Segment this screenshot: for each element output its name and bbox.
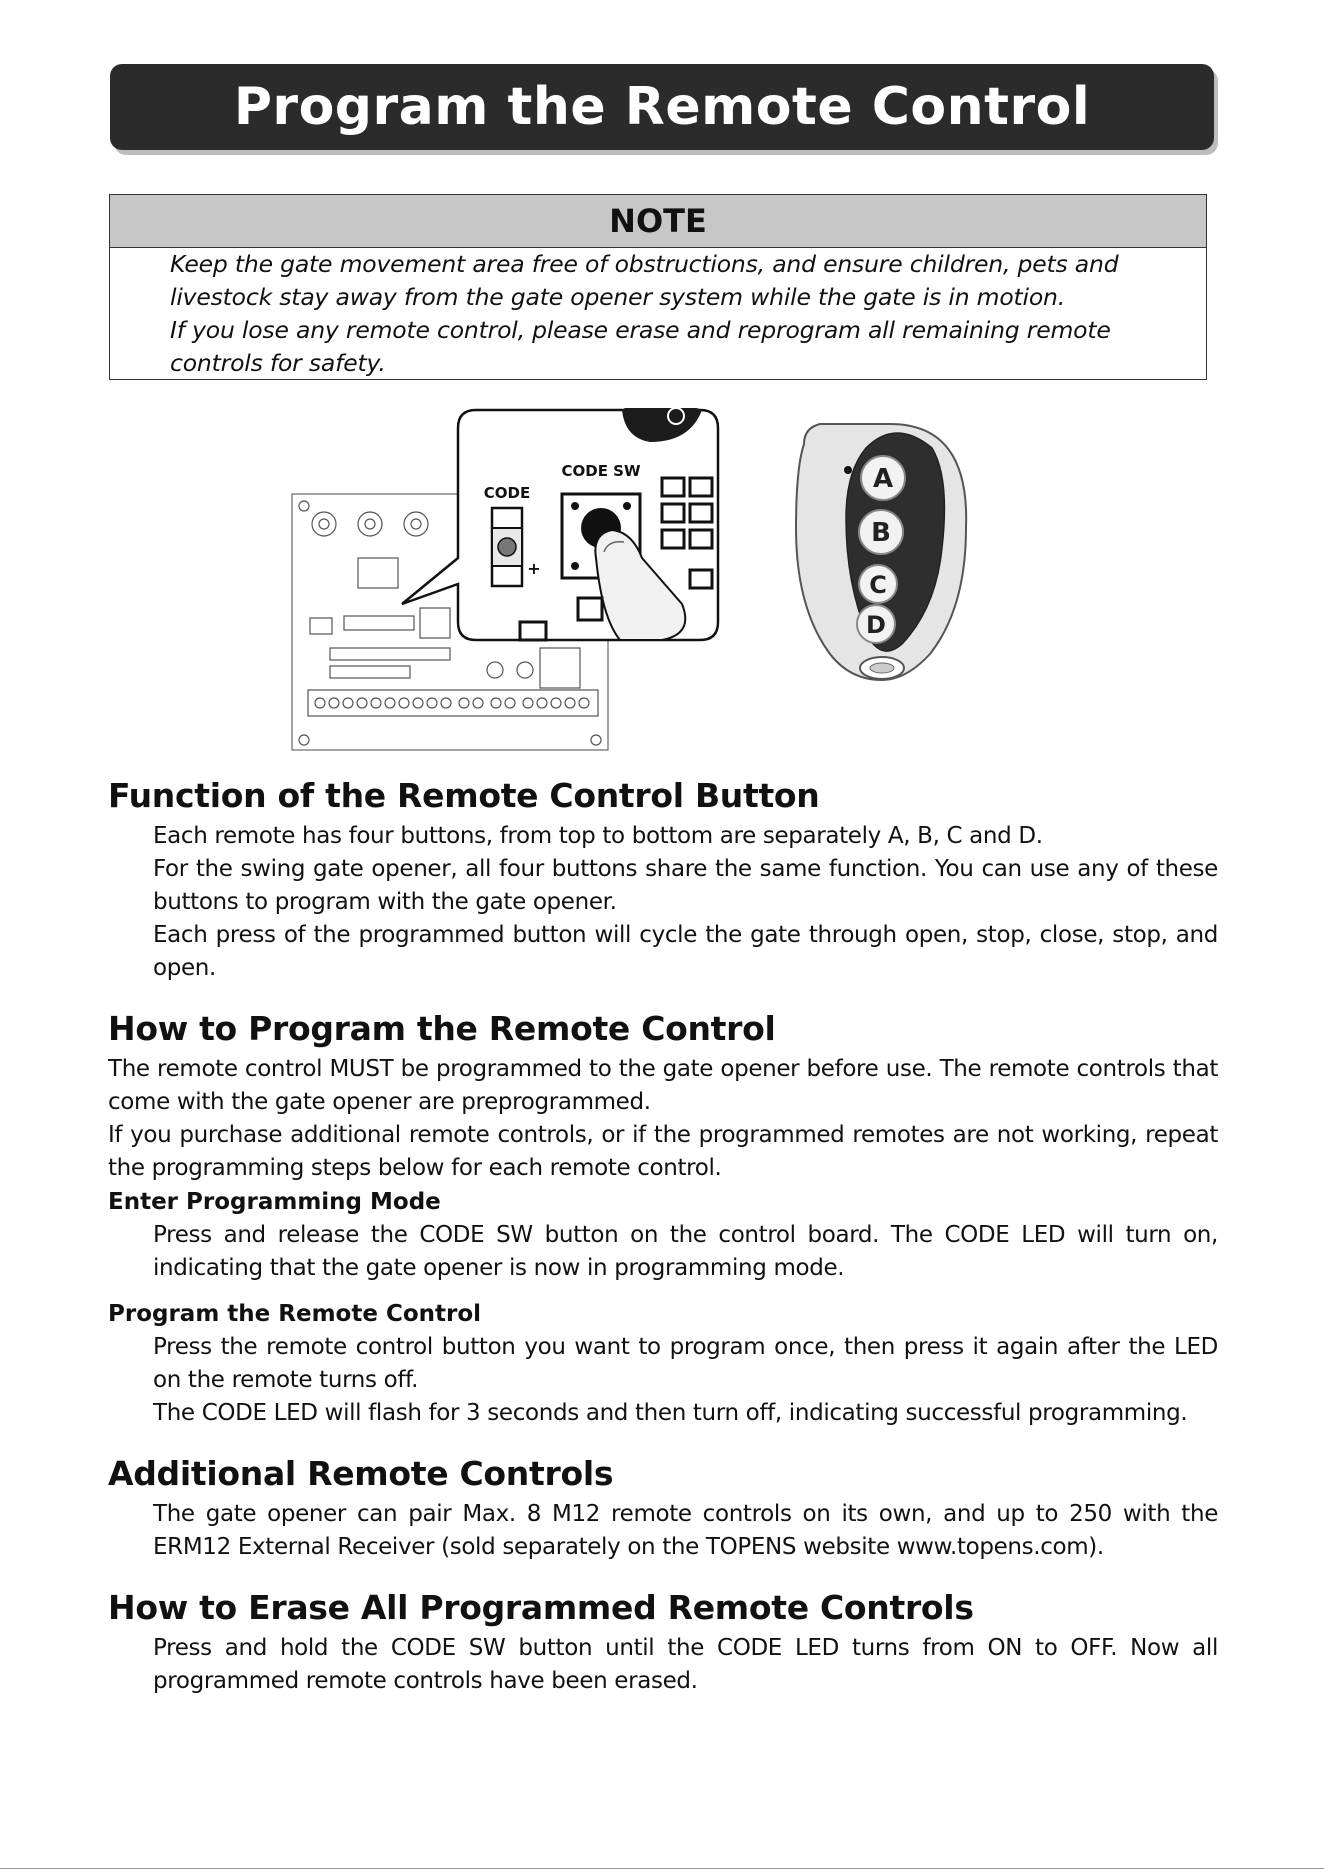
figure-illustration (290, 408, 990, 752)
page-bottom-rule (0, 1868, 1324, 1869)
section-heading: Function of the Remote Control Button (108, 776, 820, 815)
section-how-to-program (108, 1005, 1218, 1430)
title-banner (110, 64, 1214, 150)
paragraph: Each remote has four buttons, from top to bottom are separately A, B, C and D. (153, 823, 1043, 849)
note-line: If you lose any remote control, please erase and reprogram all remaining remote controls for safety. (170, 316, 1111, 377)
note-heading: NOTE (110, 195, 1206, 248)
remote-control (796, 424, 966, 680)
code-label: CODE (483, 484, 531, 502)
paragraph: The CODE LED will flash for 3 seconds and then turn off, indicating successful programming. (153, 1400, 1188, 1426)
section-heading: Additional Remote Controls (108, 1454, 614, 1493)
paragraph: Press and hold the CODE SW button until the CODE LED turns from ON to OFF. Now all programmed remote controls have been erased. (153, 1635, 1218, 1694)
paragraph: For the swing gate opener, all four buttons share the same function. You can use any of these buttons to program with the gate opener. (153, 856, 1218, 915)
section-heading: How to Erase All Programmed Remote Controls (108, 1588, 974, 1627)
subsection-heading: Program the Remote Control (108, 1301, 482, 1327)
section-erase (108, 1584, 1218, 1698)
subsection-heading: Enter Programming Mode (108, 1189, 441, 1215)
section-heading: How to Program the Remote Control (108, 1009, 776, 1048)
remote-button-d: D (866, 611, 886, 639)
section-function (108, 772, 1218, 985)
paragraph: If you purchase additional remote controls, or if the programmed remotes are not working, repeat the programming steps below for each remote control. (108, 1122, 1218, 1181)
page-title: Program the Remote Control (233, 77, 1091, 137)
note-body (110, 248, 1206, 380)
remote-button-a: A (872, 464, 894, 494)
note-box (109, 194, 1207, 380)
paragraph: Each press of the programmed button will cycle the gate through open, stop, close, stop, and open. (153, 922, 1218, 981)
instructions (108, 772, 1218, 1698)
remote-button-b: B (871, 518, 891, 548)
paragraph: The remote control MUST be programmed to the gate opener before use. The remote controls that come with the gate opener are preprogrammed. (108, 1056, 1218, 1115)
plus-label: + (527, 559, 541, 578)
paragraph: Press and release the CODE SW button on the control board. The CODE LED will turn on, indicating that the gate opener is now in programming mode. (153, 1222, 1218, 1281)
note-line: Keep the gate movement area free of obstructions, and ensure children, pets and livestock stay away from the gate opener system while the gate is in motion. (170, 250, 1119, 311)
paragraph: The gate opener can pair Max. 8 M12 remote controls on its own, and up to 250 with the ERM12 External Receiver (sold separately on the TOPENS website www.topens.com). (153, 1501, 1218, 1560)
section-additional (108, 1450, 1218, 1564)
paragraph: Press the remote control button you want to program once, then press it again after the LED on the remote turns off. (153, 1334, 1218, 1393)
control-board-and-remote-figure (290, 408, 990, 752)
code-sw-label: CODE SW (561, 462, 641, 480)
remote-button-c: C (869, 571, 887, 599)
